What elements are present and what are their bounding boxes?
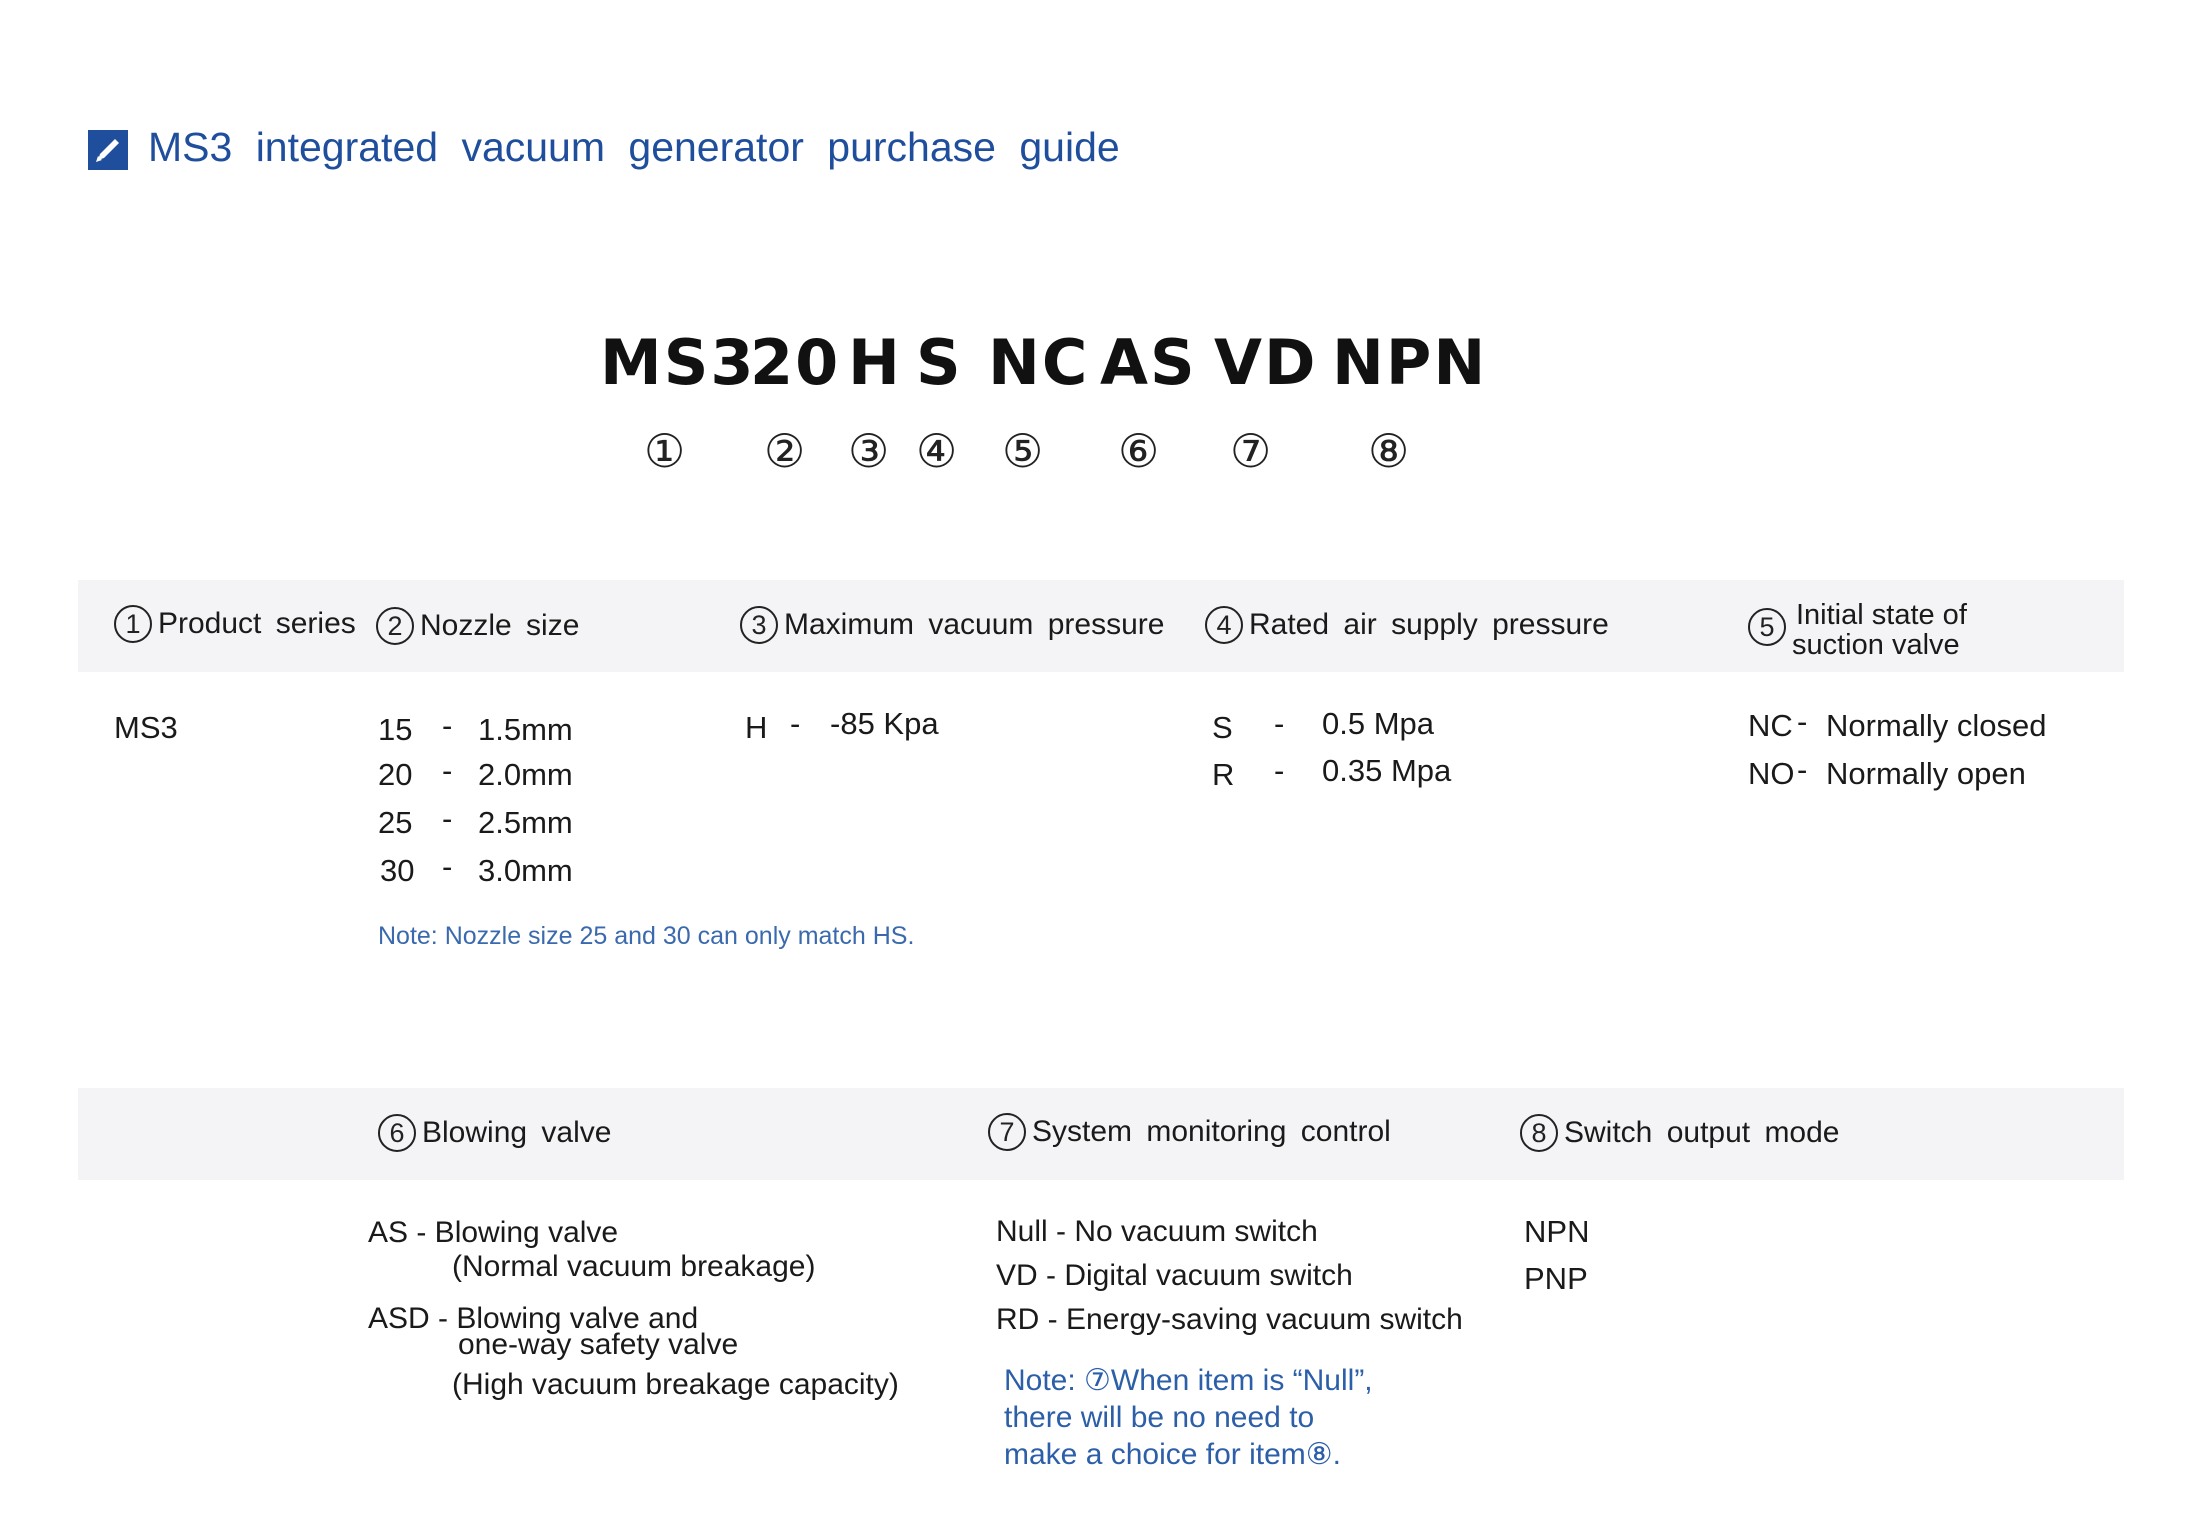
product-series-value: MS3: [114, 710, 178, 745]
nozzle-code: 25: [378, 805, 413, 840]
nozzle-value: 1.5mm: [478, 712, 573, 747]
code-part-monitoring: VD: [1214, 326, 1318, 399]
header-label: Maximum vacuum pressure: [784, 608, 1165, 641]
nozzle-value: 2.0mm: [478, 757, 573, 792]
code-part-series: MS3: [600, 326, 756, 399]
max-vacuum-code: H: [745, 710, 768, 745]
number-badge: 4: [1205, 606, 1243, 644]
blowing-asd-line3: (High vacuum breakage capacity): [452, 1368, 899, 1401]
rated-air-value: 0.5 Mpa: [1322, 706, 1435, 741]
max-vacuum-value: -85 Kpa: [830, 706, 939, 741]
code-part-initial: NC: [988, 326, 1090, 399]
number-badge: 1: [114, 605, 152, 643]
nozzle-value: 3.0mm: [478, 853, 573, 888]
blowing-as-line2: (Normal vacuum breakage): [452, 1250, 816, 1283]
header-label: Nozzle size: [420, 609, 580, 642]
number-badge: 2: [376, 607, 414, 645]
initial-state-dash: -: [1797, 752, 1808, 787]
rated-air-dash: -: [1274, 753, 1285, 788]
initial-state-dash: -: [1797, 704, 1808, 739]
number-badge: 7: [988, 1113, 1026, 1151]
monitoring-option: Null - No vacuum switch: [996, 1215, 1318, 1248]
initial-state-code: NC: [1748, 708, 1793, 743]
rated-air-dash: -: [1274, 706, 1285, 741]
code-part-vacuum: H: [848, 326, 902, 399]
header-initial-state-line1: Initial state of: [1796, 599, 1967, 631]
initial-state-value: Normally closed: [1826, 708, 2047, 743]
header-rated-air: [1205, 606, 1609, 644]
max-vacuum-dash: -: [790, 706, 801, 741]
header-label: Product series: [158, 607, 356, 640]
header-initial-state: [1748, 608, 1792, 646]
rated-air-code: R: [1212, 757, 1235, 792]
header-product-series: [114, 605, 356, 643]
marker-1: ①: [644, 425, 686, 477]
code-part-nozzle: 20: [750, 326, 841, 399]
marker-3: ③: [848, 425, 890, 477]
nozzle-dash: -: [442, 801, 453, 836]
marker-5: ⑤: [1002, 425, 1044, 477]
code-part-blowing: AS: [1100, 326, 1197, 399]
rated-air-code: S: [1212, 710, 1233, 745]
number-badge: 8: [1520, 1114, 1558, 1152]
nozzle-code: 15: [378, 712, 413, 747]
header-label: System monitoring control: [1032, 1115, 1391, 1148]
switch-output-option: NPN: [1524, 1214, 1590, 1249]
monitoring-note-line3: make a choice for item⑧.: [1004, 1438, 1342, 1471]
header-switch-output: [1520, 1114, 1839, 1152]
header-label: Blowing valve: [422, 1116, 612, 1149]
nozzle-dash: -: [442, 753, 453, 788]
number-badge: 3: [740, 606, 778, 644]
header-max-vacuum: [740, 606, 1164, 644]
monitoring-note-line2: there will be no need to: [1004, 1401, 1315, 1434]
blowing-as-line1: AS - Blowing valve: [368, 1216, 619, 1249]
header-nozzle-size: [376, 607, 579, 645]
blowing-asd-line2: one-way safety valve: [458, 1328, 739, 1361]
monitoring-note-line1: Note: ⑦When item is “Null”,: [1004, 1364, 1373, 1397]
initial-state-code: NO: [1748, 756, 1795, 791]
marker-7: ⑦: [1230, 425, 1272, 477]
header-blowing-valve: [378, 1114, 611, 1152]
blowing-asd-line1: ASD - Blowing valve and: [368, 1302, 699, 1335]
monitoring-option: RD - Energy-saving vacuum switch: [996, 1303, 1463, 1336]
marker-6: ⑥: [1118, 425, 1160, 477]
number-badge: 6: [378, 1114, 416, 1152]
marker-8: ⑧: [1368, 425, 1410, 477]
marker-4: ④: [916, 425, 958, 477]
header-initial-state-line2: suction valve: [1792, 629, 1960, 661]
edit-icon: [88, 130, 128, 170]
nozzle-dash: -: [442, 708, 453, 743]
marker-2: ②: [764, 425, 806, 477]
header-label: Switch output mode: [1564, 1116, 1840, 1149]
rated-air-value: 0.35 Mpa: [1322, 753, 1452, 788]
switch-output-option: PNP: [1524, 1261, 1588, 1296]
number-badge: 5: [1748, 608, 1786, 646]
code-part-output: NPN: [1332, 326, 1488, 399]
nozzle-code: 20: [378, 757, 413, 792]
monitoring-option: VD - Digital vacuum switch: [996, 1259, 1353, 1292]
header-label: Rated air supply pressure: [1249, 608, 1609, 641]
initial-state-value: Normally open: [1826, 756, 2026, 791]
page-title: MS3 integrated vacuum generator purchase guide: [148, 124, 1120, 170]
code-part-air: S: [916, 326, 963, 399]
nozzle-code: 30: [380, 853, 415, 888]
nozzle-value: 2.5mm: [478, 805, 573, 840]
nozzle-dash: -: [442, 849, 453, 884]
header-system-monitoring: [988, 1113, 1391, 1151]
nozzle-note: Note: Nozzle size 25 and 30 can only match HS.: [378, 922, 915, 950]
